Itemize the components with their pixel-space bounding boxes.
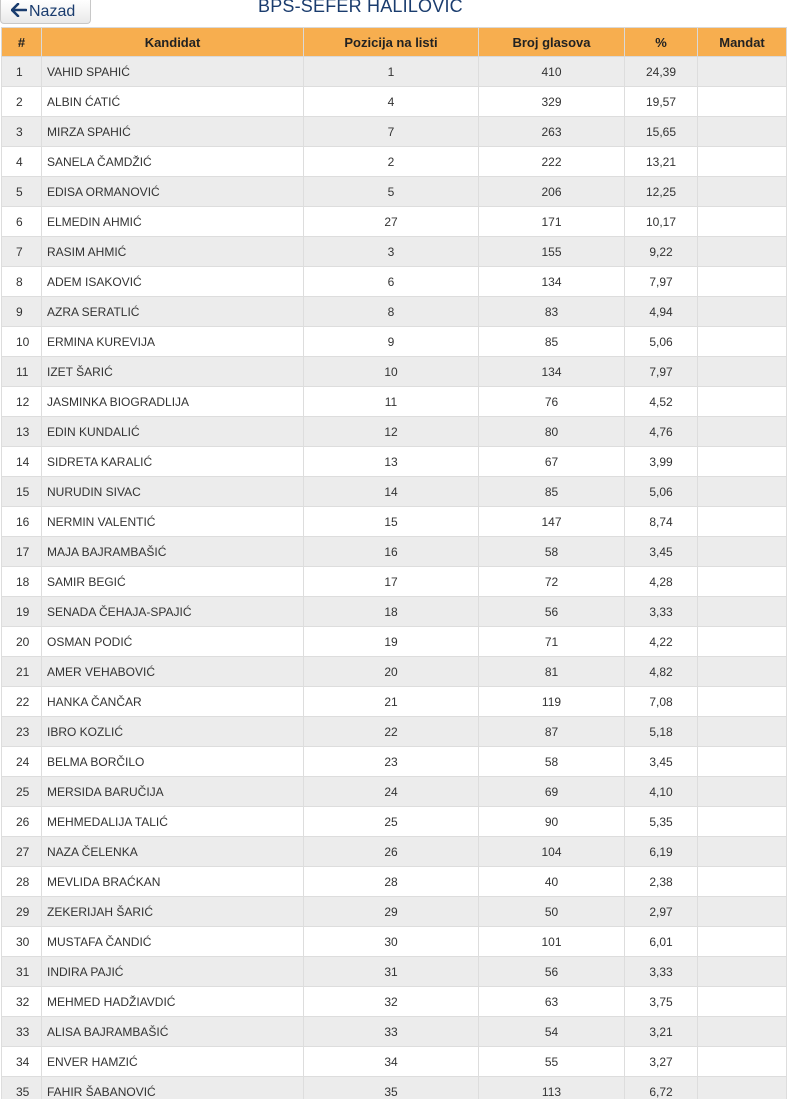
cell-mandate <box>698 237 787 267</box>
cell-votes: 71 <box>479 627 625 657</box>
cell-candidate-name: OSMAN PODIĆ <box>42 627 304 657</box>
cell-votes: 263 <box>479 117 625 147</box>
cell-list-position: 31 <box>304 957 479 987</box>
table-row <box>2 1047 787 1077</box>
cell-list-position: 15 <box>304 507 479 537</box>
cell-votes: 101 <box>479 927 625 957</box>
cell-mandate <box>698 507 787 537</box>
cell-number: 11 <box>2 357 42 387</box>
cell-candidate-name: IZET ŠARIĆ <box>42 357 304 387</box>
table-row <box>2 1077 787 1099</box>
cell-list-position: 14 <box>304 477 479 507</box>
table-row <box>2 537 787 567</box>
table-row <box>2 327 787 357</box>
table-row <box>2 777 787 807</box>
column-header-votes[interactable]: Broj glasova <box>479 28 625 57</box>
cell-list-position: 20 <box>304 657 479 687</box>
table-row <box>2 957 787 987</box>
cell-number: 6 <box>2 207 42 237</box>
cell-candidate-name: MUSTAFA ČANDIĆ <box>42 927 304 957</box>
cell-list-position: 22 <box>304 717 479 747</box>
cell-percent: 8,74 <box>625 507 698 537</box>
table-row <box>2 147 787 177</box>
table-row <box>2 597 787 627</box>
cell-number: 26 <box>2 807 42 837</box>
cell-percent: 4,52 <box>625 387 698 417</box>
cell-mandate <box>698 177 787 207</box>
cell-percent: 15,65 <box>625 117 698 147</box>
cell-candidate-name: NERMIN VALENTIĆ <box>42 507 304 537</box>
cell-number: 20 <box>2 627 42 657</box>
cell-votes: 58 <box>479 537 625 567</box>
cell-number: 25 <box>2 777 42 807</box>
cell-candidate-name: SANELA ČAMDŽIĆ <box>42 147 304 177</box>
cell-list-position: 29 <box>304 897 479 927</box>
page-title: BPS-SEFER HALILOVIC <box>258 0 463 16</box>
cell-number: 1 <box>2 57 42 87</box>
cell-percent: 2,38 <box>625 867 698 897</box>
table-row <box>2 717 787 747</box>
cell-votes: 54 <box>479 1017 625 1047</box>
cell-votes: 69 <box>479 777 625 807</box>
cell-list-position: 8 <box>304 297 479 327</box>
cell-percent: 19,57 <box>625 87 698 117</box>
cell-number: 32 <box>2 987 42 1017</box>
cell-candidate-name: IBRO KOZLIĆ <box>42 717 304 747</box>
cell-votes: 119 <box>479 687 625 717</box>
cell-list-position: 5 <box>304 177 479 207</box>
column-header-candidate[interactable]: Kandidat <box>42 28 304 57</box>
cell-votes: 222 <box>479 147 625 177</box>
cell-percent: 3,45 <box>625 537 698 567</box>
cell-number: 33 <box>2 1017 42 1047</box>
column-header-number[interactable]: # <box>2 28 42 57</box>
cell-list-position: 10 <box>304 357 479 387</box>
column-header-percent[interactable]: % <box>625 28 698 57</box>
cell-candidate-name: MEHMED HADŽIAVDIĆ <box>42 987 304 1017</box>
table-row <box>2 627 787 657</box>
cell-number: 18 <box>2 567 42 597</box>
cell-percent: 5,35 <box>625 807 698 837</box>
table-row <box>2 687 787 717</box>
cell-candidate-name: SAMIR BEGIĆ <box>42 567 304 597</box>
cell-percent: 9,22 <box>625 237 698 267</box>
cell-list-position: 18 <box>304 597 479 627</box>
cell-number: 31 <box>2 957 42 987</box>
table-row <box>2 117 787 147</box>
cell-votes: 76 <box>479 387 625 417</box>
cell-number: 30 <box>2 927 42 957</box>
cell-mandate <box>698 327 787 357</box>
cell-percent: 5,06 <box>625 327 698 357</box>
cell-percent: 4,82 <box>625 657 698 687</box>
cell-votes: 67 <box>479 447 625 477</box>
cell-list-position: 11 <box>304 387 479 417</box>
cell-list-position: 24 <box>304 777 479 807</box>
table-row <box>2 927 787 957</box>
top-bar <box>0 0 788 27</box>
cell-percent: 4,22 <box>625 627 698 657</box>
back-button[interactable] <box>0 0 91 24</box>
cell-mandate <box>698 87 787 117</box>
cell-candidate-name: SENADA ČEHAJA-SPAJIĆ <box>42 597 304 627</box>
cell-list-position: 4 <box>304 87 479 117</box>
cell-candidate-name: HANKA ČANČAR <box>42 687 304 717</box>
cell-percent: 6,19 <box>625 837 698 867</box>
cell-percent: 3,27 <box>625 1047 698 1077</box>
cell-number: 21 <box>2 657 42 687</box>
cell-candidate-name: ALISA BAJRAMBAŠIĆ <box>42 1017 304 1047</box>
cell-votes: 134 <box>479 357 625 387</box>
cell-mandate <box>698 267 787 297</box>
cell-number: 9 <box>2 297 42 327</box>
table-row <box>2 867 787 897</box>
cell-votes: 87 <box>479 717 625 747</box>
cell-mandate <box>698 147 787 177</box>
back-button-label: Nazad <box>29 3 76 20</box>
cell-candidate-name: SIDRETA KARALIĆ <box>42 447 304 477</box>
table-row <box>2 1017 787 1047</box>
table-row <box>2 507 787 537</box>
cell-list-position: 17 <box>304 567 479 597</box>
cell-candidate-name: ZEKERIJAH ŠARIĆ <box>42 897 304 927</box>
cell-candidate-name: JASMINKA BIOGRADLIJA <box>42 387 304 417</box>
cell-number: 34 <box>2 1047 42 1077</box>
table-row <box>2 237 787 267</box>
cell-number: 15 <box>2 477 42 507</box>
cell-percent: 6,01 <box>625 927 698 957</box>
cell-mandate <box>698 477 787 507</box>
cell-votes: 56 <box>479 597 625 627</box>
cell-mandate <box>698 777 787 807</box>
cell-percent: 7,08 <box>625 687 698 717</box>
table-row <box>2 267 787 297</box>
cell-votes: 58 <box>479 747 625 777</box>
cell-mandate <box>698 987 787 1017</box>
cell-number: 29 <box>2 897 42 927</box>
cell-votes: 72 <box>479 567 625 597</box>
cell-candidate-name: NAZA ČELENKA <box>42 837 304 867</box>
cell-percent: 5,06 <box>625 477 698 507</box>
cell-percent: 3,33 <box>625 957 698 987</box>
table-row <box>2 567 787 597</box>
cell-mandate <box>698 657 787 687</box>
table-row <box>2 357 787 387</box>
cell-number: 3 <box>2 117 42 147</box>
cell-number: 4 <box>2 147 42 177</box>
cell-candidate-name: MERSIDA BARUČIJA <box>42 777 304 807</box>
cell-mandate <box>698 867 787 897</box>
arrow-left-icon <box>11 3 27 17</box>
cell-number: 22 <box>2 687 42 717</box>
table-row <box>2 747 787 777</box>
cell-percent: 10,17 <box>625 207 698 237</box>
table-row <box>2 477 787 507</box>
cell-number: 28 <box>2 867 42 897</box>
column-header-mandate[interactable]: Mandat <box>698 28 787 57</box>
cell-number: 5 <box>2 177 42 207</box>
cell-candidate-name: MEHMEDALIJA TALIĆ <box>42 807 304 837</box>
cell-candidate-name: AMER VEHABOVIĆ <box>42 657 304 687</box>
cell-mandate <box>698 537 787 567</box>
cell-list-position: 21 <box>304 687 479 717</box>
cell-mandate <box>698 567 787 597</box>
cell-list-position: 9 <box>304 327 479 357</box>
cell-votes: 80 <box>479 417 625 447</box>
column-header-list-position[interactable]: Pozicija na listi <box>304 28 479 57</box>
cell-list-position: 1 <box>304 57 479 87</box>
cell-votes: 55 <box>479 1047 625 1077</box>
cell-number: 10 <box>2 327 42 357</box>
cell-number: 2 <box>2 87 42 117</box>
cell-mandate <box>698 117 787 147</box>
cell-votes: 206 <box>479 177 625 207</box>
cell-votes: 83 <box>479 297 625 327</box>
cell-candidate-name: EDISA ORMANOVIĆ <box>42 177 304 207</box>
cell-list-position: 25 <box>304 807 479 837</box>
table-header-row <box>2 28 787 57</box>
table-row <box>2 447 787 477</box>
table-row <box>2 297 787 327</box>
cell-percent: 4,76 <box>625 417 698 447</box>
table-row <box>2 207 787 237</box>
cell-candidate-name: ERMINA KUREVIJA <box>42 327 304 357</box>
cell-mandate <box>698 1047 787 1077</box>
cell-percent: 7,97 <box>625 357 698 387</box>
cell-votes: 329 <box>479 87 625 117</box>
cell-list-position: 23 <box>304 747 479 777</box>
cell-candidate-name: AZRA SERATLIĆ <box>42 297 304 327</box>
cell-candidate-name: MAJA BAJRAMBAŠIĆ <box>42 537 304 567</box>
cell-number: 35 <box>2 1077 42 1099</box>
cell-candidate-name: FAHIR ŠABANOVIĆ <box>42 1077 304 1099</box>
table-row <box>2 987 787 1017</box>
cell-votes: 40 <box>479 867 625 897</box>
cell-candidate-name: ELMEDIN AHMIĆ <box>42 207 304 237</box>
cell-number: 27 <box>2 837 42 867</box>
cell-percent: 4,10 <box>625 777 698 807</box>
cell-mandate <box>698 717 787 747</box>
cell-list-position: 34 <box>304 1047 479 1077</box>
cell-mandate <box>698 747 787 777</box>
cell-votes: 56 <box>479 957 625 987</box>
cell-mandate <box>698 897 787 927</box>
cell-list-position: 7 <box>304 117 479 147</box>
cell-mandate <box>698 387 787 417</box>
cell-list-position: 33 <box>304 1017 479 1047</box>
cell-percent: 3,75 <box>625 987 698 1017</box>
cell-percent: 5,18 <box>625 717 698 747</box>
cell-votes: 85 <box>479 477 625 507</box>
cell-mandate <box>698 357 787 387</box>
cell-percent: 3,45 <box>625 747 698 777</box>
cell-candidate-name: MIRZA SPAHIĆ <box>42 117 304 147</box>
cell-number: 19 <box>2 597 42 627</box>
cell-mandate <box>698 957 787 987</box>
cell-list-position: 3 <box>304 237 479 267</box>
cell-percent: 4,28 <box>625 567 698 597</box>
table-row <box>2 417 787 447</box>
cell-list-position: 28 <box>304 867 479 897</box>
cell-list-position: 13 <box>304 447 479 477</box>
candidates-table <box>1 27 787 1099</box>
table-row <box>2 837 787 867</box>
cell-votes: 63 <box>479 987 625 1017</box>
cell-list-position: 30 <box>304 927 479 957</box>
cell-candidate-name: ADEM ISAKOVIĆ <box>42 267 304 297</box>
cell-candidate-name: BELMA BORČILO <box>42 747 304 777</box>
cell-number: 12 <box>2 387 42 417</box>
cell-percent: 3,99 <box>625 447 698 477</box>
cell-percent: 4,94 <box>625 297 698 327</box>
cell-candidate-name: VAHID SPAHIĆ <box>42 57 304 87</box>
cell-mandate <box>698 927 787 957</box>
table-row <box>2 807 787 837</box>
table-row <box>2 387 787 417</box>
cell-percent: 7,97 <box>625 267 698 297</box>
cell-votes: 104 <box>479 837 625 867</box>
cell-mandate <box>698 1077 787 1099</box>
cell-candidate-name: NURUDIN SIVAC <box>42 477 304 507</box>
cell-percent: 2,97 <box>625 897 698 927</box>
cell-candidate-name: INDIRA PAJIĆ <box>42 957 304 987</box>
cell-mandate <box>698 57 787 87</box>
cell-candidate-name: EDIN KUNDALIĆ <box>42 417 304 447</box>
cell-mandate <box>698 627 787 657</box>
table-row <box>2 87 787 117</box>
cell-percent: 24,39 <box>625 57 698 87</box>
table-row <box>2 177 787 207</box>
cell-votes: 50 <box>479 897 625 927</box>
cell-votes: 81 <box>479 657 625 687</box>
table-row <box>2 57 787 87</box>
table-row <box>2 657 787 687</box>
cell-list-position: 26 <box>304 837 479 867</box>
cell-mandate <box>698 837 787 867</box>
table-row <box>2 897 787 927</box>
cell-list-position: 35 <box>304 1077 479 1099</box>
cell-votes: 147 <box>479 507 625 537</box>
cell-mandate <box>698 1017 787 1047</box>
cell-votes: 113 <box>479 1077 625 1099</box>
cell-list-position: 27 <box>304 207 479 237</box>
cell-number: 17 <box>2 537 42 567</box>
cell-votes: 85 <box>479 327 625 357</box>
cell-number: 14 <box>2 447 42 477</box>
cell-list-position: 16 <box>304 537 479 567</box>
cell-number: 8 <box>2 267 42 297</box>
cell-list-position: 2 <box>304 147 479 177</box>
cell-mandate <box>698 807 787 837</box>
cell-list-position: 12 <box>304 417 479 447</box>
cell-percent: 6,72 <box>625 1077 698 1099</box>
cell-list-position: 6 <box>304 267 479 297</box>
cell-percent: 12,25 <box>625 177 698 207</box>
cell-mandate <box>698 417 787 447</box>
cell-percent: 3,33 <box>625 597 698 627</box>
cell-votes: 171 <box>479 207 625 237</box>
cell-mandate <box>698 297 787 327</box>
table-body <box>2 57 787 1099</box>
cell-votes: 90 <box>479 807 625 837</box>
cell-list-position: 32 <box>304 987 479 1017</box>
cell-mandate <box>698 597 787 627</box>
cell-number: 7 <box>2 237 42 267</box>
cell-candidate-name: MEVLIDA BRAĆKAN <box>42 867 304 897</box>
cell-candidate-name: ENVER HAMZIĆ <box>42 1047 304 1077</box>
cell-list-position: 19 <box>304 627 479 657</box>
cell-percent: 13,21 <box>625 147 698 177</box>
cell-mandate <box>698 207 787 237</box>
cell-number: 23 <box>2 717 42 747</box>
cell-candidate-name: ALBIN ĆATIĆ <box>42 87 304 117</box>
cell-votes: 410 <box>479 57 625 87</box>
cell-candidate-name: RASIM AHMIĆ <box>42 237 304 267</box>
cell-votes: 134 <box>479 267 625 297</box>
cell-number: 24 <box>2 747 42 777</box>
cell-percent: 3,21 <box>625 1017 698 1047</box>
cell-mandate <box>698 687 787 717</box>
cell-votes: 155 <box>479 237 625 267</box>
cell-number: 16 <box>2 507 42 537</box>
cell-number: 13 <box>2 417 42 447</box>
cell-mandate <box>698 447 787 477</box>
